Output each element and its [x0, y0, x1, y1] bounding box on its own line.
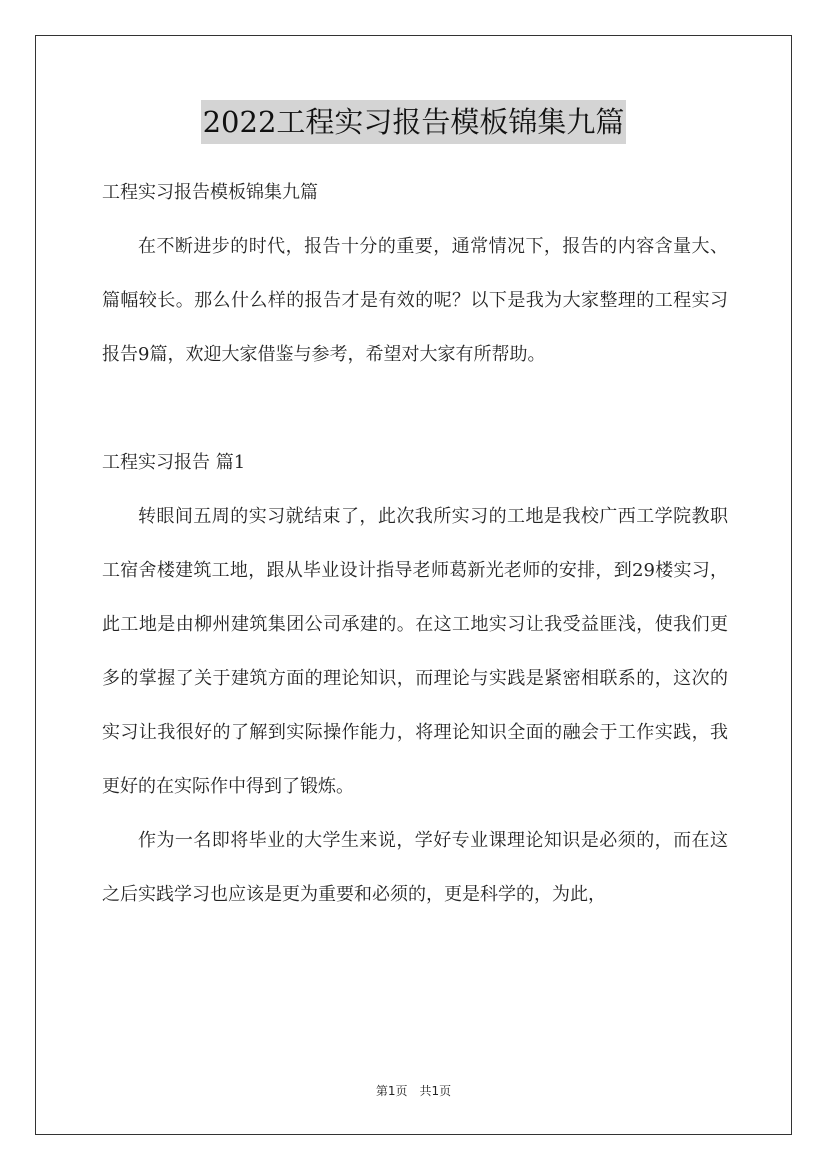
intro-paragraph: 在不断进步的时代，报告十分的重要，通常情况下，报告的内容含量大、篇幅较长。那么什么样的报告才是有效的呢？以下是我为大家整理的工程实习报告9篇，欢迎大家借鉴与参考，希望对大家有所帮助。: [102, 236, 728, 365]
section-paragraph-1: 转眼间五周的实习就结束了，此次我所实习的工地是我校广西工学院教职工宿舍楼建筑工地，跟从毕业设计指导老师葛新光老师的安排，到29楼实习，此工地是由柳州建筑集团公司承建的。在这工地实习让我受益匪浅，使我们更多的掌握了关于建筑方面的理论知识，而理论与实践是紧密相联系的，这次的实习让我很好的了解到实际操作能力，将理论知识全面的融会于工作实践，我更好的在实际作中得到了锻炼。: [102, 506, 728, 797]
section-heading: 工程实习报告 篇1: [102, 452, 246, 473]
document-title: 2022工程实习报告模板锦集九篇: [201, 100, 627, 144]
section-paragraph-2: 作为一名即将毕业的大学生来说，学好专业课理论知识是必须的，而在这之后实践学习也应该是更为重要和必须的，更是科学的，为此，: [102, 830, 728, 905]
document-body: [102, 166, 728, 922]
document-subtitle: 工程实习报告模板锦集九篇: [102, 182, 318, 203]
page-footer: 第1页 共1页: [375, 1084, 452, 1098]
title-wrap: [0, 100, 827, 144]
section-spacer: [102, 382, 728, 436]
